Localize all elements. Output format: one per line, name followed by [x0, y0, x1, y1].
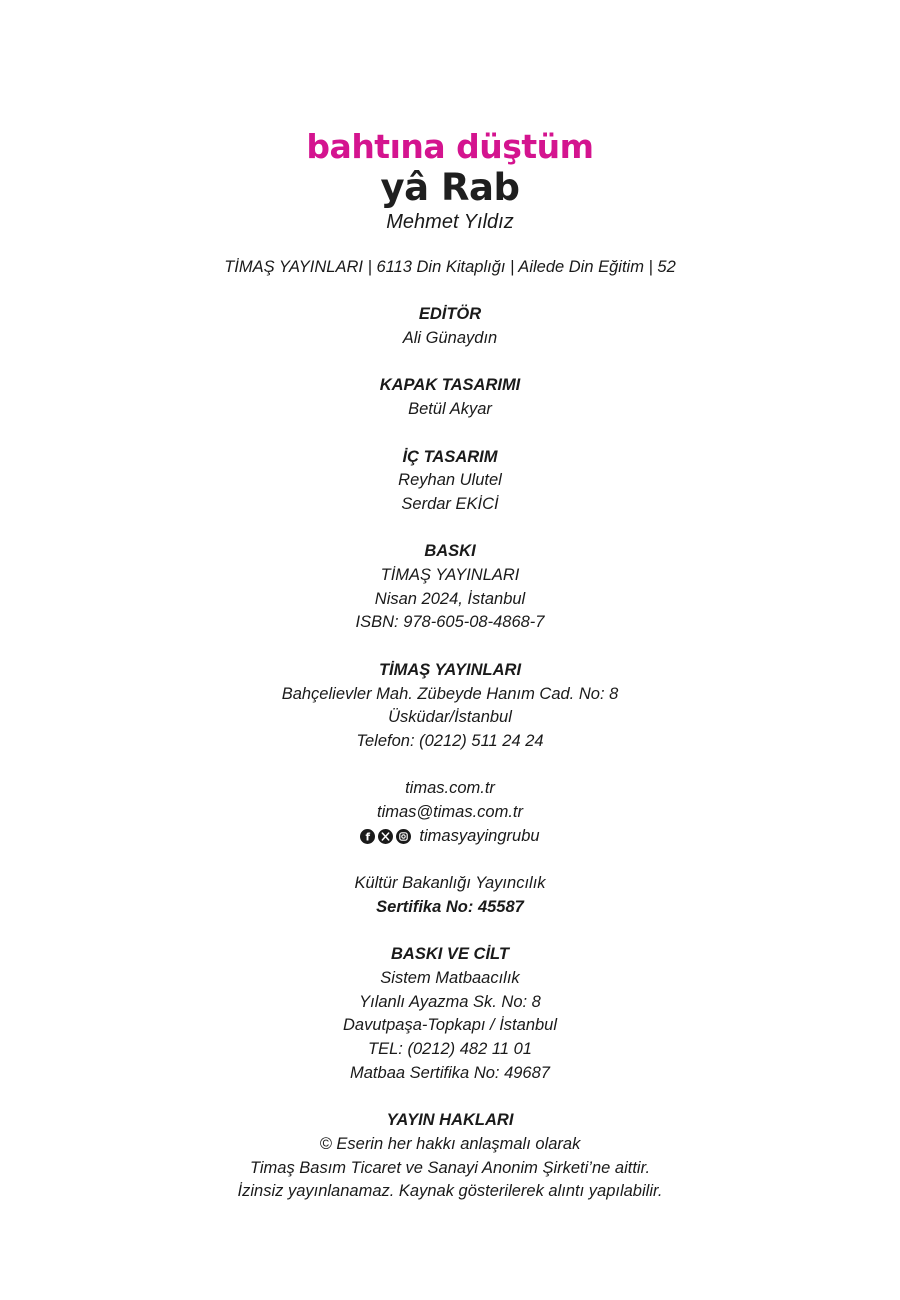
instagram-icon[interactable] [396, 829, 411, 844]
rights-heading: YAYIN HAKLARI [386, 1111, 514, 1130]
rights-line: Timaş Basım Ticaret ve Sanayi Anonim Şirketi’ne aittir. [249, 1158, 651, 1177]
book-title-line2: yâ Rab [380, 166, 520, 209]
book-title-block [0, 126, 900, 236]
printing-binding-heading: BASKI VE CİLT [391, 945, 509, 964]
printing-binding-line: TEL: (0212) 482 11 01 [368, 1040, 532, 1059]
isbn-line: ISBN: 978-605-08-4868-7 [355, 613, 545, 632]
printing-binding-line: Davutpaşa-Topkapı / İstanbul [342, 1016, 558, 1035]
social-handle[interactable]: timasyayingrubu [419, 826, 540, 845]
series-line: TİMAŞ YAYINLARI | 6113 Din Kitaplığı | Ailede Din Eğitim | 52 [224, 258, 676, 276]
editor-name: Ali Günaydın [402, 329, 498, 348]
email-link[interactable]: timas@timas.com.tr [376, 803, 523, 822]
editor-heading: EDİTÖR [418, 305, 482, 324]
print-line: TİMAŞ YAYINLARI [380, 566, 520, 585]
printing-binding-line: Sistem Matbaacılık [380, 968, 520, 987]
publisher-heading: TİMAŞ YAYINLARI [378, 660, 522, 679]
book-title-line1: bahtına düştüm [306, 127, 594, 166]
rights-line: İzinsiz yayınlanamaz. Kaynak gösterilerek alıntı yapılabilir. [237, 1182, 663, 1201]
printing-binding-line: Yılanlı Ayazma Sk. No: 8 [359, 992, 541, 1011]
cover-design-heading: KAPAK TASARIMI [379, 376, 521, 395]
website-link[interactable]: timas.com.tr [405, 779, 495, 798]
svg-text:f: f [365, 831, 371, 844]
x-icon[interactable] [378, 829, 393, 844]
interior-design-name: Reyhan Ulutel [398, 471, 502, 490]
print-line: Nisan 2024, İstanbul [374, 589, 526, 608]
rights-line: © Eserin her hakkı anlaşmalı olarak [319, 1134, 581, 1153]
social-icons [360, 829, 411, 844]
cover-design-name: Betül Akyar [408, 400, 492, 419]
interior-design-name: Serdar EKİCİ [401, 494, 499, 513]
interior-design-heading: İÇ TASARIM [402, 447, 498, 466]
certificate-number: Sertifika No: 45587 [376, 897, 524, 916]
print-heading: BASKI [424, 542, 476, 561]
certificate-line1: Kültür Bakanlığı Yayıncılık [354, 874, 546, 893]
publisher-city: Üsküdar/İstanbul [388, 708, 512, 727]
publisher-address: Bahçelievler Mah. Zübeyde Hanım Cad. No: 8 [281, 684, 619, 703]
printing-binding-line: Matbaa Sertifika No: 49687 [350, 1063, 550, 1082]
social-line [0, 825, 900, 849]
imprint-content [0, 256, 900, 1204]
facebook-icon[interactable] [360, 829, 375, 844]
publisher-phone: Telefon: (0212) 511 24 24 [356, 731, 544, 750]
book-author: Mehmet Yıldız [386, 211, 514, 233]
